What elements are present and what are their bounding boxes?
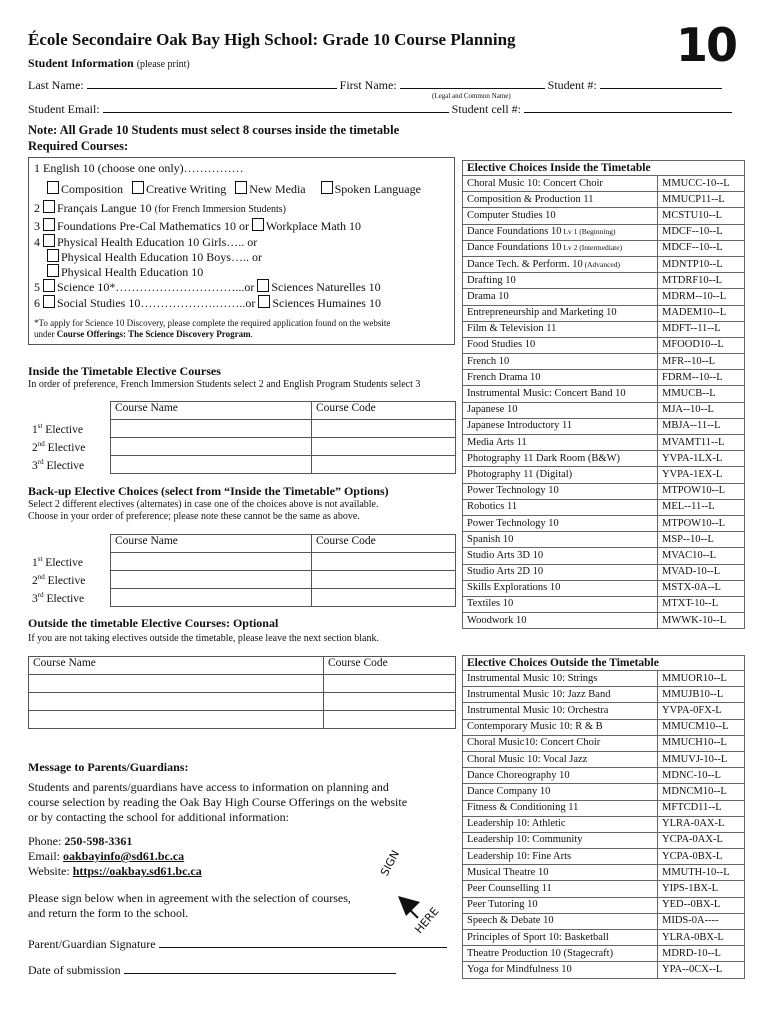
elective-row xyxy=(463,816,745,832)
elective-course-name: Dance Foundations 10 Lv 1 (Beginning) xyxy=(463,224,658,240)
elective-row xyxy=(463,548,745,564)
stamp-text-top: SIGN xyxy=(378,848,403,879)
creative-writing-checkbox[interactable] xyxy=(132,181,144,194)
elective-course-code: YVPA-1EX-L xyxy=(658,467,745,483)
outside-heading xyxy=(28,616,278,631)
elective-course-name: French 10 xyxy=(463,354,658,370)
inside-course-code-1[interactable] xyxy=(312,420,456,438)
cell-label: Student cell #: xyxy=(451,102,521,116)
footnote-line1: *To apply for Science 10 Discovery, please complete the required application found on the website xyxy=(34,318,391,328)
required-heading: Required Courses: xyxy=(28,139,129,153)
elective-course-name: Leadership 10: Fine Arts xyxy=(463,849,658,865)
elective-course-code: YVPA-0FX-L xyxy=(658,703,745,719)
outside-col-code: Course Code xyxy=(324,657,456,675)
phe-girls-row xyxy=(34,234,257,250)
student-number-field[interactable] xyxy=(600,77,722,89)
phe-row xyxy=(47,264,203,280)
elective-course-name: Theatre Production 10 (Stagecraft) xyxy=(463,946,658,962)
outside-heading-suffix: : Optional xyxy=(225,616,279,630)
elective-course-code: MVAMT11--L xyxy=(658,435,745,451)
elective-course-code: MMUVJ-10--L xyxy=(658,751,745,767)
grade-number: 10 xyxy=(676,18,737,72)
inside-row-3 xyxy=(28,456,456,474)
first-name-field[interactable] xyxy=(400,77,545,89)
outside-course-name-1[interactable] xyxy=(29,675,324,693)
elective-course-code: MADEM10--L xyxy=(658,305,745,321)
elective-row xyxy=(463,784,745,800)
elective-level-note: (Advanced) xyxy=(584,259,620,269)
math-precal-label: Foundations Pre-Cal Mathematics 10 or xyxy=(57,219,249,233)
science-footnote xyxy=(34,318,390,340)
phe-checkbox[interactable] xyxy=(47,264,59,277)
elective-row xyxy=(463,256,745,272)
elective-course-name: Spanish 10 xyxy=(463,532,658,548)
page-title: École Secondaire Oak Bay High School: Grade 10 Course Planning xyxy=(28,30,516,49)
elective-course-name: Composition & Production 11 xyxy=(463,192,658,208)
elective-row xyxy=(463,208,745,224)
elective-course-name: Computer Studies 10 xyxy=(463,208,658,224)
elective-course-name: Woodwork 10 xyxy=(463,613,658,629)
sign-line-2: and return the form to the school. xyxy=(28,906,189,920)
elective-course-name: Studio Arts 3D 10 xyxy=(463,548,658,564)
note-line: Note: All Grade 10 Students must select 8 courses inside the timetable xyxy=(28,123,400,137)
ss-num: 6 xyxy=(34,296,40,310)
elective-row xyxy=(463,435,745,451)
francais-row xyxy=(34,200,286,216)
email-label: Student Email: xyxy=(28,102,100,116)
footnote-pre: under xyxy=(34,329,57,339)
elective-row xyxy=(463,913,745,929)
elective-row xyxy=(463,580,745,596)
elective-row xyxy=(463,176,745,192)
elective-course-code: MDRD-10--L xyxy=(658,946,745,962)
elective-course-name: Skills Explorations 10 xyxy=(463,580,658,596)
outside-heading-title: Outside the timetable Elective Courses xyxy=(28,616,226,630)
elective-row xyxy=(463,273,745,289)
elective-row xyxy=(463,613,745,629)
elective-course-code: MDNTP10--L xyxy=(658,256,745,272)
elective-row xyxy=(463,467,745,483)
inside-corner xyxy=(28,402,111,420)
social-studies-row xyxy=(34,295,381,311)
elective-course-name: Drama 10 xyxy=(463,289,658,305)
backup-course-code-3[interactable] xyxy=(312,589,456,607)
phe-boys-label: Physical Health Education 10 Boys….. or xyxy=(61,250,262,264)
english-options xyxy=(47,181,421,197)
elective-row xyxy=(463,499,745,515)
elective-row xyxy=(463,671,745,687)
footnote-line2 xyxy=(34,329,390,340)
elective-row xyxy=(463,418,745,434)
elective-course-code: MDCF--10--L xyxy=(658,224,745,240)
inside-electives-sub: In order of preference, French Immersion Students select 2 and English Program Students select 3 xyxy=(28,379,421,390)
elective-inside-heading: Elective Choices Inside the Timetable xyxy=(463,161,745,176)
website-link[interactable]: https://oakbay.sd61.bc.ca xyxy=(72,864,202,878)
sign-line-1: Please sign below when in agreement with the selection of courses, xyxy=(28,891,351,905)
last-name-field[interactable] xyxy=(87,77,337,89)
elective-row xyxy=(463,751,745,767)
sciences-humaines-checkbox[interactable] xyxy=(258,295,270,308)
elective-course-name: Power Technology 10 xyxy=(463,483,658,499)
elective-course-name: Entrepreneurship and Marketing 10 xyxy=(463,305,658,321)
website-row: Website: https://oakbay.sd61.bc.ca xyxy=(28,864,202,878)
elective-row xyxy=(463,946,745,962)
student-info-note: (please print) xyxy=(136,59,190,70)
date-label: Date of submission xyxy=(28,963,121,977)
backup-row-2 xyxy=(28,571,456,589)
science-checkbox[interactable] xyxy=(43,279,55,292)
phe-boys-checkbox[interactable] xyxy=(47,249,59,262)
elective-course-code: YVPA-1LX-L xyxy=(658,451,745,467)
parents-para-2: course selection by reading the Oak Bay High Course Offerings on the website xyxy=(28,795,408,809)
elective-course-name: Film & Television 11 xyxy=(463,321,658,337)
outside-sub: If you are not taking electives outside the timetable, please leave the next section blank. xyxy=(28,633,379,644)
elective-course-name: Choral Music10: Concert Choir xyxy=(463,735,658,751)
elective-row xyxy=(463,564,745,580)
backup-col-name: Course Name xyxy=(111,535,312,553)
elective-row xyxy=(463,289,745,305)
elective-course-code: MVAC10--L xyxy=(658,548,745,564)
math-num: 3 xyxy=(34,219,40,233)
phone-row: Phone: 250-598-3361 xyxy=(28,834,133,848)
elective-course-name: Speech & Debate 10 xyxy=(463,913,658,929)
outside-electives-grid xyxy=(28,656,456,729)
elective-course-name: Fitness & Conditioning 11 xyxy=(463,800,658,816)
outside-col-name: Course Name xyxy=(29,657,324,675)
elective-course-code: MMUCH10--L xyxy=(658,735,745,751)
date-row xyxy=(28,962,396,978)
elective-course-code: MWWK-10--L xyxy=(658,613,745,629)
elective-course-code: MDNCM10--L xyxy=(658,784,745,800)
backup-row-3 xyxy=(28,589,456,607)
inside-row-1 xyxy=(28,420,456,438)
outside-course-name-2[interactable] xyxy=(29,693,324,711)
signature-label: Parent/Guardian Signature xyxy=(28,937,156,951)
backup-row-label: 3rd Elective xyxy=(28,589,111,607)
elective-course-code: MFTCD11--L xyxy=(658,800,745,816)
email-row xyxy=(28,101,732,117)
inside-col-code: Course Code xyxy=(312,402,456,420)
elective-course-name: Power Technology 10 xyxy=(463,515,658,531)
elective-row xyxy=(463,703,745,719)
inside-course-name-1[interactable] xyxy=(111,420,312,438)
backup-electives-grid xyxy=(28,534,456,607)
email-field[interactable] xyxy=(103,101,449,113)
elective-course-code: MJA--10--L xyxy=(658,402,745,418)
school-email-link[interactable]: oakbayinfo@sd61.bc.ca xyxy=(63,849,185,863)
student-info-heading xyxy=(28,56,190,71)
outside-course-code-3[interactable] xyxy=(324,711,456,729)
sign-instructions xyxy=(28,891,351,921)
parents-para-1: Students and parents/guardians have access to information on planning and xyxy=(28,780,389,794)
parents-para-3: or by contacting the school for additional information: xyxy=(28,810,289,824)
elective-course-name: Dance Foundations 10 Lv 2 (Intermediate) xyxy=(463,240,658,256)
elective-row xyxy=(463,897,745,913)
elective-course-code: MBJA--11--L xyxy=(658,418,745,434)
composition-checkbox[interactable] xyxy=(47,181,59,194)
inside-electives-grid xyxy=(28,401,456,474)
elective-row xyxy=(463,483,745,499)
elective-outside-heading: Elective Choices Outside the Timetable xyxy=(463,656,745,671)
elective-row xyxy=(463,224,745,240)
parents-heading: Message to Parents/Guardians: xyxy=(28,760,189,774)
elective-course-name: Photography 11 Dark Room (B&W) xyxy=(463,451,658,467)
backup-course-code-1[interactable] xyxy=(312,553,456,571)
elective-course-code: MTDRF10--L xyxy=(658,273,745,289)
elective-course-code: MMUCB--L xyxy=(658,386,745,402)
math-row xyxy=(34,218,361,234)
elective-course-code: MMUCC-10--L xyxy=(658,176,745,192)
elective-course-code: MMUTH-10--L xyxy=(658,865,745,881)
phe-num: 4 xyxy=(34,235,40,249)
name-row xyxy=(28,77,722,93)
elective-course-code: MFOOD10--L xyxy=(658,337,745,353)
phe-girls-checkbox[interactable] xyxy=(43,234,55,247)
backup-course-name-3[interactable] xyxy=(111,589,312,607)
inside-course-name-3[interactable] xyxy=(111,456,312,474)
elective-course-name: Choral Music 10: Vocal Jazz xyxy=(463,751,658,767)
elective-course-code: MEL--11--L xyxy=(658,499,745,515)
elective-course-name: Dance Choreography 10 xyxy=(463,768,658,784)
elective-course-code: MMUOR10--L xyxy=(658,671,745,687)
student-info-title: Student Information xyxy=(28,56,134,70)
elective-course-code: MTPOW10--L xyxy=(658,483,745,499)
stamp-text-bottom: HERE xyxy=(412,904,442,937)
cell-field[interactable] xyxy=(524,101,732,113)
sciences-naturelles-checkbox[interactable] xyxy=(257,279,269,292)
backup-row-label: 2nd Elective xyxy=(28,571,111,589)
elective-course-code: YIPS-1BX-L xyxy=(658,881,745,897)
elective-course-name: Principles of Sport 10: Basketball xyxy=(463,930,658,946)
sci-num: 5 xyxy=(34,280,40,294)
elective-course-name: Robotics 11 xyxy=(463,499,658,515)
elective-course-name: Peer Counselling 11 xyxy=(463,881,658,897)
elective-course-name: Instrumental Music 10: Strings xyxy=(463,671,658,687)
backup-corner xyxy=(28,535,111,553)
elective-course-code: MDFT--11--L xyxy=(658,321,745,337)
elective-course-name: Musical Theatre 10 xyxy=(463,865,658,881)
elective-course-code: YLRA-0AX-L xyxy=(658,816,745,832)
elective-row xyxy=(463,305,745,321)
elective-course-code: MDRM--10--L xyxy=(658,289,745,305)
elective-row xyxy=(463,881,745,897)
last-name-label: Last Name: xyxy=(28,78,84,92)
elective-course-name: Contemporary Music 10: R & B xyxy=(463,719,658,735)
elective-course-name: Instrumental Music 10: Jazz Band xyxy=(463,687,658,703)
elective-course-name: Dance Tech. & Perform. 10 (Advanced) xyxy=(463,256,658,272)
footnote-post: . xyxy=(250,329,253,339)
social-studies-checkbox[interactable] xyxy=(43,295,55,308)
elective-course-code: MMUCM10--L xyxy=(658,719,745,735)
elective-course-name: Leadership 10: Community xyxy=(463,832,658,848)
elective-outside-table xyxy=(462,655,745,979)
elective-row xyxy=(463,370,745,386)
phe-girls-label: Physical Health Education 10 Girls….. or xyxy=(57,235,258,249)
new-media-checkbox[interactable] xyxy=(235,181,247,194)
elective-course-code: YED--0BX-L xyxy=(658,897,745,913)
elective-row xyxy=(463,849,745,865)
elective-course-code: YPA--0CX--L xyxy=(658,962,745,978)
elective-row xyxy=(463,687,745,703)
elective-inside-table xyxy=(462,160,745,629)
phe-boys-row xyxy=(47,249,262,265)
backup-heading: Back-up Elective Choices (select from “Inside the Timetable” Options) xyxy=(28,484,389,498)
elective-row xyxy=(463,930,745,946)
inside-course-name-2[interactable] xyxy=(111,438,312,456)
english-line: 1 English 10 (choose one only)…………… xyxy=(34,161,244,175)
elective-row xyxy=(463,832,745,848)
elective-row xyxy=(463,596,745,612)
elective-course-name: Instrumental Music 10: Orchestra xyxy=(463,703,658,719)
elective-row xyxy=(463,735,745,751)
elective-course-code: MMUJB10--L xyxy=(658,687,745,703)
backup-row-1 xyxy=(28,553,456,571)
elective-course-name: Dance Company 10 xyxy=(463,784,658,800)
elective-course-code: MTXT-10--L xyxy=(658,596,745,612)
backup-course-name-1[interactable] xyxy=(111,553,312,571)
elective-level-note: Lv 2 (Intermediate) xyxy=(563,243,623,253)
backup-col-code: Course Code xyxy=(312,535,456,553)
spoken-language-label: Spoken Language xyxy=(334,182,421,196)
elective-row xyxy=(463,768,745,784)
phe-label: Physical Health Education 10 xyxy=(61,265,204,279)
creative-writing-label: Creative Writing xyxy=(146,182,227,196)
elective-row xyxy=(463,240,745,256)
elective-course-code: YLRA-0BX-L xyxy=(658,930,745,946)
backup-course-code-2[interactable] xyxy=(312,571,456,589)
inside-row-label: 1st Elective xyxy=(28,420,111,438)
signature-row xyxy=(28,936,447,952)
elective-course-code: MFR--10--L xyxy=(658,354,745,370)
elective-course-code: MDNC-10--L xyxy=(658,768,745,784)
elective-level-note: Lv 1 (Beginning) xyxy=(563,227,616,237)
social-studies-label: Social Studies 10……………….……..or xyxy=(57,296,256,310)
backup-course-name-2[interactable] xyxy=(111,571,312,589)
francais-checkbox[interactable] xyxy=(43,200,55,213)
elective-row xyxy=(463,386,745,402)
elective-course-name: Food Studies 10 xyxy=(463,337,658,353)
elective-row xyxy=(463,337,745,353)
elective-row xyxy=(463,354,745,370)
sciences-naturelles-label: Sciences Naturelles 10 xyxy=(271,280,381,294)
spoken-language-checkbox[interactable] xyxy=(321,181,333,194)
elective-course-name: Studio Arts 2D 10 xyxy=(463,564,658,580)
elective-course-code: MSTX-0A--L xyxy=(658,580,745,596)
elective-row xyxy=(463,321,745,337)
elective-course-code: MSP--10--L xyxy=(658,532,745,548)
elective-row xyxy=(463,532,745,548)
inside-row-2 xyxy=(28,438,456,456)
elective-course-code: YCPA-0AX-L xyxy=(658,832,745,848)
backup-sub2: Choose in your order of preference; please note these cannot be the same as above. xyxy=(28,511,360,522)
date-field[interactable] xyxy=(124,962,396,974)
elective-row xyxy=(463,962,745,978)
elective-course-name: Japanese 10 xyxy=(463,402,658,418)
science-row xyxy=(34,279,381,295)
elective-row xyxy=(463,865,745,881)
elective-course-name: Media Arts 11 xyxy=(463,435,658,451)
composition-label: Composition xyxy=(61,182,124,196)
backup-row-label: 1st Elective xyxy=(28,553,111,571)
backup-sub1: Select 2 different electives (alternates) in case one of the choices above is not available. xyxy=(28,499,379,510)
new-media-label: New Media xyxy=(249,182,306,196)
francais-note: (for French Immersion Students) xyxy=(154,204,287,215)
elective-course-code: YCPA-0BX-L xyxy=(658,849,745,865)
footnote-link: Course Offerings: The Science Discovery Program xyxy=(56,329,251,339)
inside-row-label: 3rd Elective xyxy=(28,456,111,474)
math-workplace-checkbox[interactable] xyxy=(252,218,264,231)
outside-course-code-2[interactable] xyxy=(324,693,456,711)
phone-number: 250-598-3361 xyxy=(64,834,133,848)
student-number-label: Student #: xyxy=(547,78,597,92)
elective-row xyxy=(463,800,745,816)
sign-here-stamp xyxy=(372,848,454,944)
math-precal-checkbox[interactable] xyxy=(43,218,55,231)
inside-row-label: 2nd Elective xyxy=(28,438,111,456)
elective-row xyxy=(463,719,745,735)
email-row-contact: Email: oakbayinfo@sd61.bc.ca xyxy=(28,849,185,863)
science-label: Science 10*…………………………...or xyxy=(57,280,255,294)
math-workplace-label: Workplace Math 10 xyxy=(265,219,361,233)
contact-info xyxy=(28,834,202,879)
parents-message xyxy=(28,780,407,825)
elective-course-name: Instrumental Music: Concert Band 10 xyxy=(463,386,658,402)
elective-course-name: Photography 11 (Digital) xyxy=(463,467,658,483)
outside-course-code-1[interactable] xyxy=(324,675,456,693)
elective-course-name: Yoga for Mindfulness 10 xyxy=(463,962,658,978)
elective-course-code: FDRM--10--L xyxy=(658,370,745,386)
elective-course-name: Choral Music 10: Concert Choir xyxy=(463,176,658,192)
elective-course-name: Peer Tutoring 10 xyxy=(463,897,658,913)
elective-course-name: French Drama 10 xyxy=(463,370,658,386)
first-name-note: (Legal and Common Name) xyxy=(432,92,511,100)
signature-field[interactable] xyxy=(159,936,447,948)
francais-num: 2 xyxy=(34,201,40,215)
elective-course-code: MCSTU10--L xyxy=(658,208,745,224)
elective-row xyxy=(463,451,745,467)
elective-row xyxy=(463,402,745,418)
elective-course-name: Japanese Introductory 11 xyxy=(463,418,658,434)
elective-course-code: MMUCP11--L xyxy=(658,192,745,208)
inside-course-code-3[interactable] xyxy=(312,456,456,474)
elective-course-name: Drafting 10 xyxy=(463,273,658,289)
sciences-humaines-label: Sciences Humaines 10 xyxy=(272,296,381,310)
inside-col-name: Course Name xyxy=(111,402,312,420)
inside-course-code-2[interactable] xyxy=(312,438,456,456)
elective-course-name: Leadership 10: Athletic xyxy=(463,816,658,832)
elective-row xyxy=(463,192,745,208)
elective-course-code: MIDS-0A---- xyxy=(658,913,745,929)
francais-label: Français Langue 10 xyxy=(57,201,152,215)
inside-electives-heading: Inside the Timetable Elective Courses xyxy=(28,364,221,378)
elective-course-code: MDCF--10--L xyxy=(658,240,745,256)
first-name-label: First Name: xyxy=(339,78,397,92)
elective-row xyxy=(463,515,745,531)
elective-course-name: Textiles 10 xyxy=(463,596,658,612)
elective-course-code: MVAD-10--L xyxy=(658,564,745,580)
outside-course-name-3[interactable] xyxy=(29,711,324,729)
elective-course-code: MTPOW10--L xyxy=(658,515,745,531)
